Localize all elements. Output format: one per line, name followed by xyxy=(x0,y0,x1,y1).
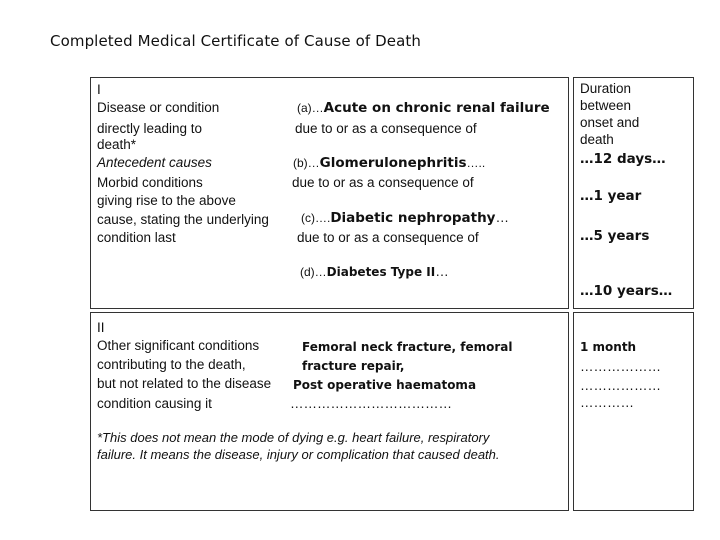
cause-c-suffix: … xyxy=(495,210,509,225)
disease-line-1: Disease or condition xyxy=(97,100,220,115)
cause-d xyxy=(300,264,449,280)
disease-line-2: directly leading to xyxy=(97,121,203,136)
part2-duration-dots-1: ……………… xyxy=(580,359,661,374)
certificate-title: Completed Medical Certificate of Cause of Death xyxy=(50,32,421,50)
cause-b xyxy=(293,155,485,171)
cause-a-prefix: (a)… xyxy=(297,101,324,115)
duration-header-2: between xyxy=(580,98,632,113)
duration-d: …10 years… xyxy=(580,283,673,299)
morbid-line-2: giving rise to the above xyxy=(97,193,236,208)
due-to-line-2: due to or as a consequence of xyxy=(292,175,474,190)
part2-line-1: Other significant conditions xyxy=(97,338,260,353)
part2-value-1: Femoral neck fracture, femoral xyxy=(302,340,513,354)
part2-duration-value: 1 month xyxy=(580,340,637,354)
part2-value-3: Post operative haematoma xyxy=(293,378,477,392)
cause-b-prefix: (b)… xyxy=(293,156,320,170)
cause-b-value: Glomerulonephritis xyxy=(319,155,467,171)
cause-c xyxy=(301,210,509,226)
disease-line-3: death* xyxy=(97,137,137,152)
morbid-line-1: Morbid conditions xyxy=(97,175,203,190)
cause-a-value: Acute on chronic renal failure xyxy=(323,100,550,116)
duration-header-3: onset and xyxy=(580,115,640,130)
antecedent-label: Antecedent causes xyxy=(97,155,212,170)
footnote-line-2: failure. It means the disease, injury or complication that caused death. xyxy=(97,447,500,462)
part2-dots: ……………………………… xyxy=(290,396,452,411)
duration-header-1: Duration xyxy=(580,81,632,96)
morbid-line-3: cause, stating the underlying xyxy=(97,212,269,227)
cause-a xyxy=(297,100,550,116)
duration-b: …1 year xyxy=(580,188,642,204)
cause-d-prefix: (d)… xyxy=(300,265,327,279)
part2-line-3: but not related to the disease xyxy=(97,376,272,391)
part1-numeral: I xyxy=(97,82,101,97)
part2-duration-dots-3: ………… xyxy=(580,395,634,410)
duration-c: …5 years xyxy=(580,228,650,244)
cause-c-prefix: (c)…. xyxy=(301,211,331,225)
morbid-line-4: condition last xyxy=(97,230,176,245)
due-to-line-1: due to or as a consequence of xyxy=(295,121,477,136)
cause-c-value: Diabetic nephropathy xyxy=(330,210,496,226)
part2-duration-dots-2: ……………… xyxy=(580,378,661,393)
footnote-line-1: *This does not mean the mode of dying e.g. heart failure, respiratory xyxy=(97,430,490,445)
cause-d-suffix: … xyxy=(435,264,449,279)
part2-line-4: condition causing it xyxy=(97,396,212,411)
part2-numeral: II xyxy=(97,320,105,335)
cause-d-value: Diabetes Type II xyxy=(326,265,436,279)
due-to-line-3: due to or as a consequence of xyxy=(297,230,479,245)
part2-line-2: contributing to the death, xyxy=(97,357,246,372)
duration-a: …12 days… xyxy=(580,151,666,167)
part2-value-2: fracture repair, xyxy=(302,359,405,373)
duration-header-4: death xyxy=(580,132,614,147)
cause-b-suffix: ….. xyxy=(466,156,486,170)
